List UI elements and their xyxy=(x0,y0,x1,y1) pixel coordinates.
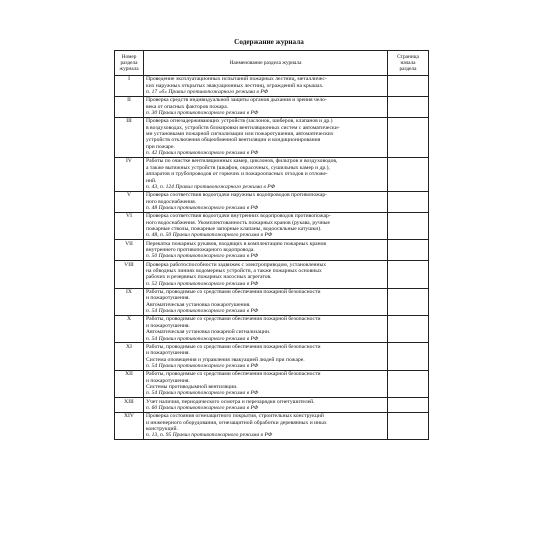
description-line: Проверка средств индивидуальной защиты органов дыхания и зрения чело- xyxy=(146,97,327,104)
description-line: ких наружных открытых эвакуационных лестниц, ограждений на крышах. xyxy=(146,82,324,89)
header-row xyxy=(115,51,429,76)
table-row xyxy=(115,398,429,413)
table-row xyxy=(115,288,429,315)
description-line: Автоматическая установка пожарной сигнализации. xyxy=(146,329,271,336)
header-section-name: Наименование раздела журнала xyxy=(144,51,388,76)
start-page-cell xyxy=(388,96,429,117)
regulation-reference: п. 54 Правил противопожарного режима в РФ xyxy=(146,363,259,370)
description-line: внутреннего противопожарного водопровода. xyxy=(146,247,255,254)
section-description xyxy=(144,412,388,439)
description-line: устройств отключения общеобменной вентиляции и кондиционирования xyxy=(146,137,321,144)
section-number: X xyxy=(115,316,144,343)
start-page-cell xyxy=(388,288,429,315)
description-line: Работы, проводимые со средствами обеспечения пожарной безопасности xyxy=(146,343,321,350)
section-description xyxy=(144,117,388,157)
regulation-reference: п. 42 Правил противопожарного режима в РФ xyxy=(146,150,259,157)
start-page-cell xyxy=(388,117,429,157)
description-line: Работы, проводимые со средствами обеспечения пожарной безопасности xyxy=(146,316,321,323)
description-line: Работы по очистке вентиляционных камер, циклонов, фильтров и воздуховодов, xyxy=(146,158,338,165)
section-description xyxy=(144,158,388,192)
table-row xyxy=(115,212,429,239)
description-line: конструкций. xyxy=(146,426,178,433)
section-description xyxy=(144,240,388,261)
regulation-reference: п. 43, п. 124 Правил противопожарного режима в РФ xyxy=(146,184,276,191)
regulation-reference: п. 48 Правил противопожарного режима в РФ xyxy=(146,205,259,212)
regulation-reference: п. 54 Правил противопожарного режима в РФ xyxy=(146,335,259,342)
description-line: при пожаре. xyxy=(146,143,175,150)
section-number: II xyxy=(115,96,144,117)
start-page-cell xyxy=(388,343,429,370)
description-line: века от опасных факторов пожара. xyxy=(146,103,229,110)
header-start-page: Страница начала раздела xyxy=(388,51,429,76)
start-page-cell xyxy=(388,316,429,343)
section-number: XIV xyxy=(115,412,144,439)
start-page-cell xyxy=(388,191,429,212)
section-description xyxy=(144,398,388,413)
section-number: VI xyxy=(115,212,144,239)
start-page-cell xyxy=(388,212,429,239)
description-line: Проверка соответствия водоотдачи наружных водопроводов противопожар- xyxy=(146,192,328,199)
section-number: III xyxy=(115,117,144,157)
description-line: Работы, проводимые со средствами обеспечения пожарной безопасности xyxy=(146,289,321,296)
section-number: VII xyxy=(115,240,144,261)
regulation-reference: п. 54 Правил противопожарного режима в РФ xyxy=(146,308,259,315)
page-title: Содержание журнала xyxy=(234,38,304,46)
section-description xyxy=(144,288,388,315)
section-description xyxy=(144,261,388,288)
table-row xyxy=(115,261,429,288)
regulation-reference: п. 17 «б» Правил противопожарного режима в РФ xyxy=(146,88,269,95)
description-line: Проведение эксплуатационных испытаний пожарных лестниц, металличес- xyxy=(146,76,327,83)
section-number: VIII xyxy=(115,261,144,288)
description-line: Учет наличия, периодического осмотра и перезарядки огнетушителей. xyxy=(146,398,315,405)
description-line: ного водоснабжения. xyxy=(146,198,197,205)
table-row xyxy=(115,316,429,343)
section-description xyxy=(144,343,388,370)
description-line: ми установками пожарной сигнализации или пожаротушения, автоматических xyxy=(146,130,334,137)
table-row xyxy=(115,240,429,261)
regulation-reference: п. 54 Правил противопожарного режима в РФ xyxy=(146,390,259,397)
regulation-reference: п. 30 Правил противопожарного режима в РФ xyxy=(146,109,259,116)
section-number: XIII xyxy=(115,398,144,413)
section-number: V xyxy=(115,191,144,212)
section-description xyxy=(144,212,388,239)
description-line: Перекатка пожарных рукавов, входящих в комплектацию пожарных кранов xyxy=(146,240,327,247)
table-row xyxy=(115,412,429,439)
start-page-cell xyxy=(388,240,429,261)
section-number: I xyxy=(115,75,144,96)
description-line: и пожаротушения. xyxy=(146,350,190,357)
description-line: и пожаротушения. xyxy=(146,377,190,384)
description-line: и инженерного оборудования, огнезащитной обработки деревянных и иных xyxy=(146,419,327,426)
section-number: XI xyxy=(115,343,144,370)
description-line: ний. xyxy=(146,177,157,184)
section-number: IX xyxy=(115,288,144,315)
table-row xyxy=(115,75,429,96)
contents-table xyxy=(114,50,429,440)
table-row xyxy=(115,117,429,157)
section-description xyxy=(144,316,388,343)
section-description xyxy=(144,75,388,96)
regulation-reference: п. 52 Правил противопожарного режима в РФ xyxy=(146,280,259,287)
section-description xyxy=(144,370,388,397)
start-page-cell xyxy=(388,412,429,439)
start-page-cell xyxy=(388,398,429,413)
section-number: IV xyxy=(115,158,144,192)
description-line: пожарные стволы, пожарные запорные клапаны, водоосвльные катушки). xyxy=(146,226,322,233)
description-line: Проверка соответствия водоотдачи внутренних водопроводов противопожар- xyxy=(146,213,331,220)
description-line: аппаратов и трубопроводов от горючих и пожароопасных отходов и отложе- xyxy=(146,171,328,178)
regulation-reference: п. 13, п. 95 Правил противопожарного режима в РФ xyxy=(146,432,273,439)
start-page-cell xyxy=(388,158,429,192)
table-row xyxy=(115,370,429,397)
description-line: Проверка огнезадерживающих устройств (заслонок, шиберов, клапанов и др.) xyxy=(146,118,333,125)
description-line: Автоматическая установка пожаротушения. xyxy=(146,301,251,308)
start-page-cell xyxy=(388,370,429,397)
description-line: ного водоснабжения. Укомплектованность пожарных кранов (рукава, ручные xyxy=(146,219,331,226)
description-line: Работы, проводимые со средствами обеспечения пожарной безопасности xyxy=(146,371,321,378)
description-line: рабочих и резервных пожарных насосных агрегатов. xyxy=(146,274,272,281)
table-row xyxy=(115,96,429,117)
description-line: а также вытяжных устройств (шкафов, окрасочных, сушильных камер и др.), xyxy=(146,164,330,171)
regulation-reference: п. 48, п. 50 Правил противопожарного режима в РФ xyxy=(146,232,273,239)
section-number: XII xyxy=(115,370,144,397)
regulation-reference: п. 50 Правил противопожарного режима в РФ xyxy=(146,253,259,260)
description-line: Проверка состояния огнезащитного покрытия, строительных конструкций xyxy=(146,413,324,420)
header-section-number: Номер раздела журнала xyxy=(115,51,144,76)
description-line: и пожаротушения. xyxy=(146,295,190,302)
description-line: в воздуховодах, устройств блокировки вентиляционных систем с автоматически- xyxy=(146,124,340,131)
table-row xyxy=(115,158,429,192)
description-line: на обводных линиях водомерных устройств, а также пожарных основных xyxy=(146,268,322,275)
regulation-reference: п. 60 Правил противопожарного режима в РФ xyxy=(146,405,259,412)
table-row xyxy=(115,191,429,212)
table-row xyxy=(115,343,429,370)
description-line: и пожаротушения. xyxy=(146,322,190,329)
description-line: Проверка работоспособности задвижек с электроприводом, установленных xyxy=(146,261,327,268)
start-page-cell xyxy=(388,75,429,96)
section-description xyxy=(144,96,388,117)
section-description xyxy=(144,191,388,212)
description-line: Системы противодымной вентиляции. xyxy=(146,384,238,391)
start-page-cell xyxy=(388,261,429,288)
description-line: Система оповещения и управления эвакуацией людей при пожаре. xyxy=(146,356,305,363)
